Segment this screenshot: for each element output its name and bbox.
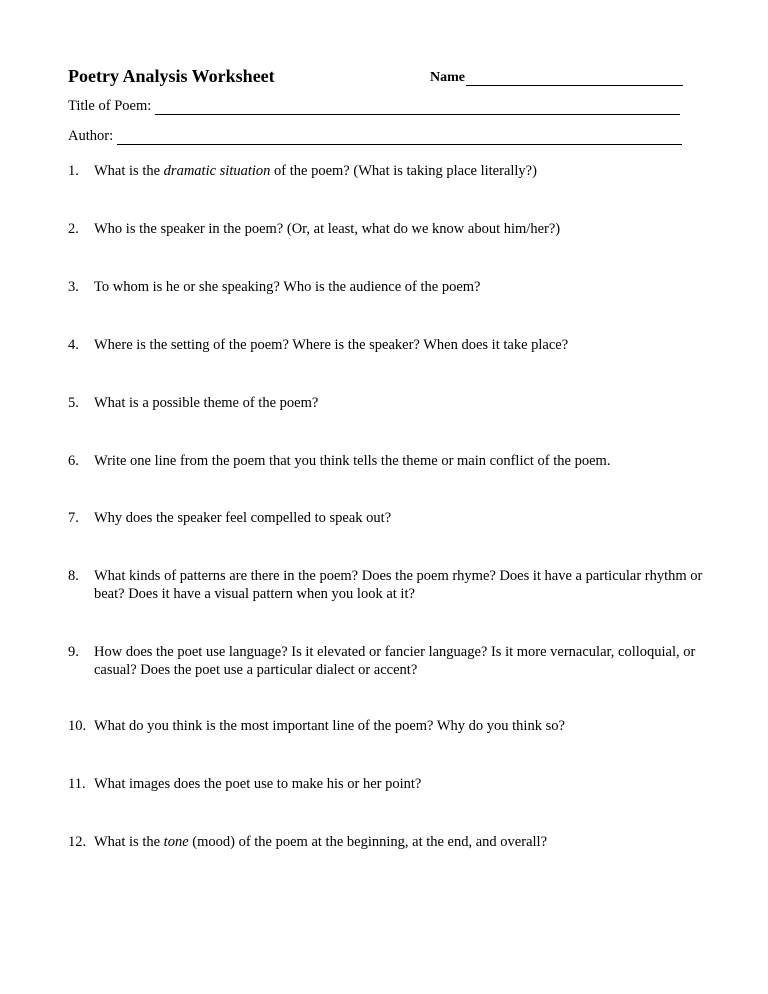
question-item (68, 278, 708, 296)
author-field (68, 128, 682, 145)
question-text: Where is the setting of the poem? Where is the speaker? When does it take place? (94, 337, 569, 353)
question-item (68, 452, 708, 470)
question-text: Why does the speaker feel compelled to speak out? (94, 510, 392, 526)
question-item (68, 567, 708, 603)
name-label: Name (430, 70, 465, 85)
question-item (68, 162, 708, 180)
question-text: What do you think is the most important line of the poem? Why do you think so? (94, 718, 565, 734)
emphasized-term: dramatic situation (163, 163, 271, 179)
question-text: What kinds of patterns are there in the poem? Does the poem rhyme? Does it have a particular rhythm or beat? Does it have a visual pattern when you look at it? (94, 568, 703, 602)
author-label: Author: (68, 128, 114, 144)
question-number: 7. (68, 510, 79, 526)
question-text: How does the poet use language? Is it elevated or fancier language? Is it more vernacular, colloquial, or casual? Does the poet use a particular dialect or accent? (94, 644, 696, 678)
question-item (68, 220, 708, 238)
emphasized-term: tone (163, 834, 189, 850)
question-item (68, 717, 708, 735)
question-number: 9. (68, 644, 79, 660)
title-of-poem-label: Title of Poem: (68, 98, 152, 114)
name-blank-line[interactable] (466, 72, 683, 86)
question-number: 4. (68, 337, 79, 353)
question-number: 3. (68, 279, 79, 295)
title-of-poem-blank-line[interactable] (155, 101, 680, 115)
question-text: What images does the poet use to make his or her point? (94, 776, 422, 792)
question-text: To whom is he or she speaking? Who is the audience of the poem? (94, 279, 481, 295)
question-number: 6. (68, 453, 79, 469)
question-text: What is a possible theme of the poem? (94, 395, 319, 411)
question-text: Who is the speaker in the poem? (Or, at least, what do we know about him/her?) (94, 221, 561, 237)
question-number: 10. (68, 718, 87, 734)
worksheet-title: Poetry Analysis Worksheet (68, 66, 275, 86)
name-field (430, 70, 683, 86)
question-item (68, 509, 708, 527)
question-item (68, 833, 708, 851)
question-item (68, 394, 708, 412)
question-number: 8. (68, 568, 79, 584)
question-text: What is the tone (mood) of the poem at the beginning, at the end, and overall? (94, 834, 547, 850)
question-number: 1. (68, 163, 79, 179)
question-number: 5. (68, 395, 79, 411)
question-item (68, 643, 708, 679)
question-item (68, 775, 708, 793)
question-number: 11. (68, 776, 86, 792)
question-number: 2. (68, 221, 79, 237)
question-number: 12. (68, 834, 87, 850)
title-of-poem-field (68, 98, 680, 115)
question-text: What is the dramatic situation of the poem? (What is taking place literally?) (94, 163, 537, 179)
question-item (68, 336, 708, 354)
author-blank-line[interactable] (117, 131, 682, 145)
question-text: Write one line from the poem that you think tells the theme or main conflict of the poem. (94, 453, 611, 469)
